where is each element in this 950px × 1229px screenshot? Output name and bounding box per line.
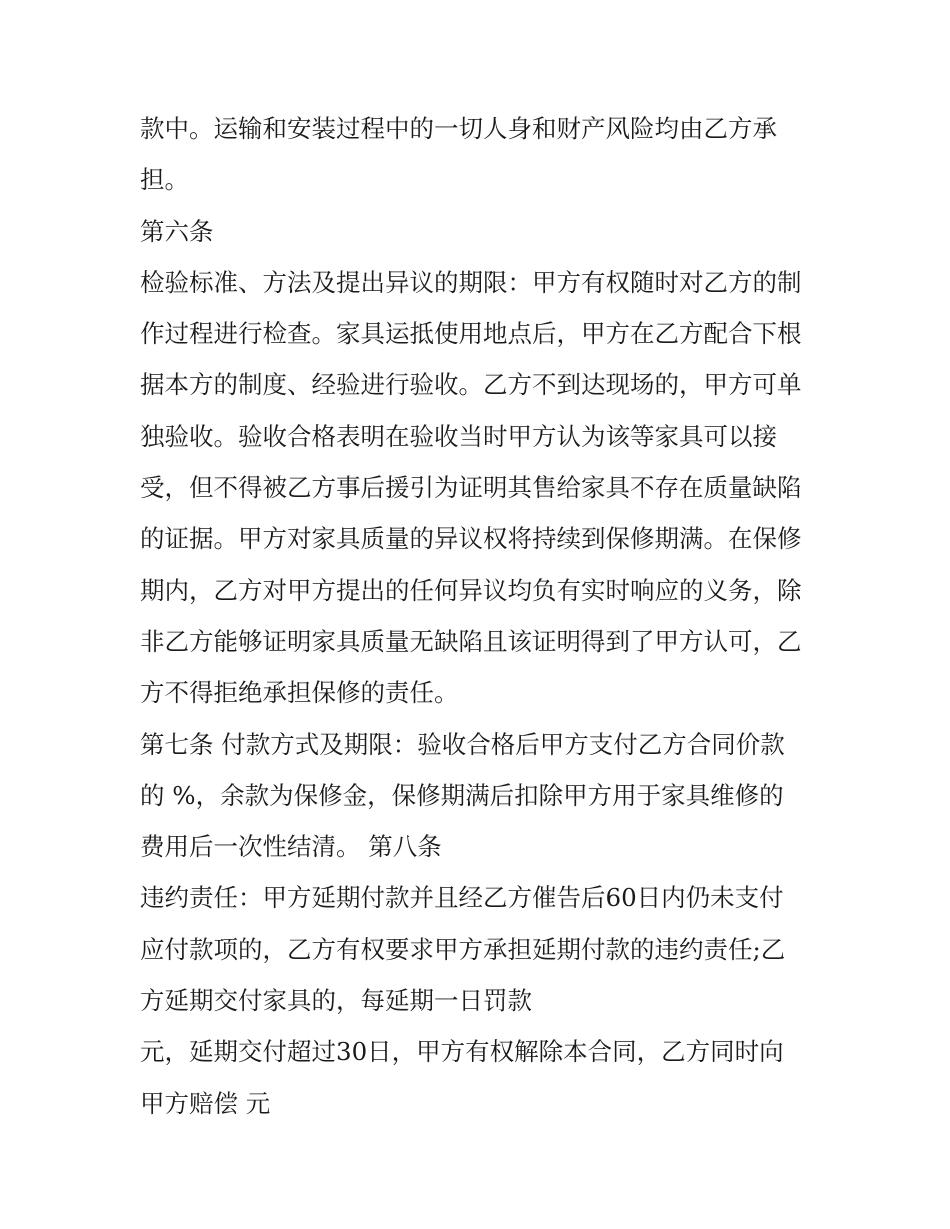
text-line-19: 元，延期交付超过30日，甲方有权解除本合同，乙方同时向 <box>140 1037 784 1067</box>
text-line-5: 作过程进行检查。家具运抵使用地点后，甲方在乙方配合下根 <box>140 319 802 349</box>
text-line-10: 期内，乙方对甲方提出的任何异议均负有实时响应的义务，除 <box>140 575 802 605</box>
text-line-15: 费用后一次性结清。 第八条 <box>140 832 442 862</box>
text-line-17: 应付款项的，乙方有权要求甲方承担延期付款的违约责任;乙 <box>140 934 786 964</box>
text-line-18: 方延期交付家具的，每延期一日罚款 <box>140 986 532 1016</box>
text-line-6: 据本方的制度、经验进行验收。乙方不到达现场的，甲方可单 <box>140 370 802 400</box>
text-line-12: 方不得拒绝承担保修的责任。 <box>140 678 459 708</box>
text-line-1: 款中。运输和安装过程中的一切人身和财产风险均由乙方承 <box>140 114 777 143</box>
text-line-11: 非乙方能够证明家具质量无缺陷且该证明得到了甲方认可，乙 <box>140 626 802 656</box>
text-line-8: 受，但不得被乙方事后援引为证明其售给家具不存在质量缺陷 <box>140 473 802 503</box>
contract-text-block <box>140 103 820 1129</box>
text-line-20: 甲方赔偿 元 <box>140 1088 271 1118</box>
text-line-4: 检验标准、方法及提出异议的期限：甲方有权随时对乙方的制 <box>140 267 802 297</box>
text-line-14: 的 %，余款为保修金，保修期满后扣除甲方用于家具维修的 <box>140 780 784 810</box>
article-7-line: 第七条 付款方式及期限：验收合格后甲方支付乙方合同价款 <box>140 729 785 759</box>
text-line-16: 违约责任：甲方延期付款并且经乙方催告后60日内仍未支付 <box>140 883 784 913</box>
text-line-2: 担。 <box>140 165 189 195</box>
text-line-9: 的证据。甲方对家具质量的异议权将持续到保修期满。在保修 <box>140 524 802 554</box>
text-line-7: 独验收。验收合格表明在验收当时甲方认为该等家具可以接 <box>140 421 777 451</box>
article-6-heading: 第六条 <box>140 216 214 246</box>
